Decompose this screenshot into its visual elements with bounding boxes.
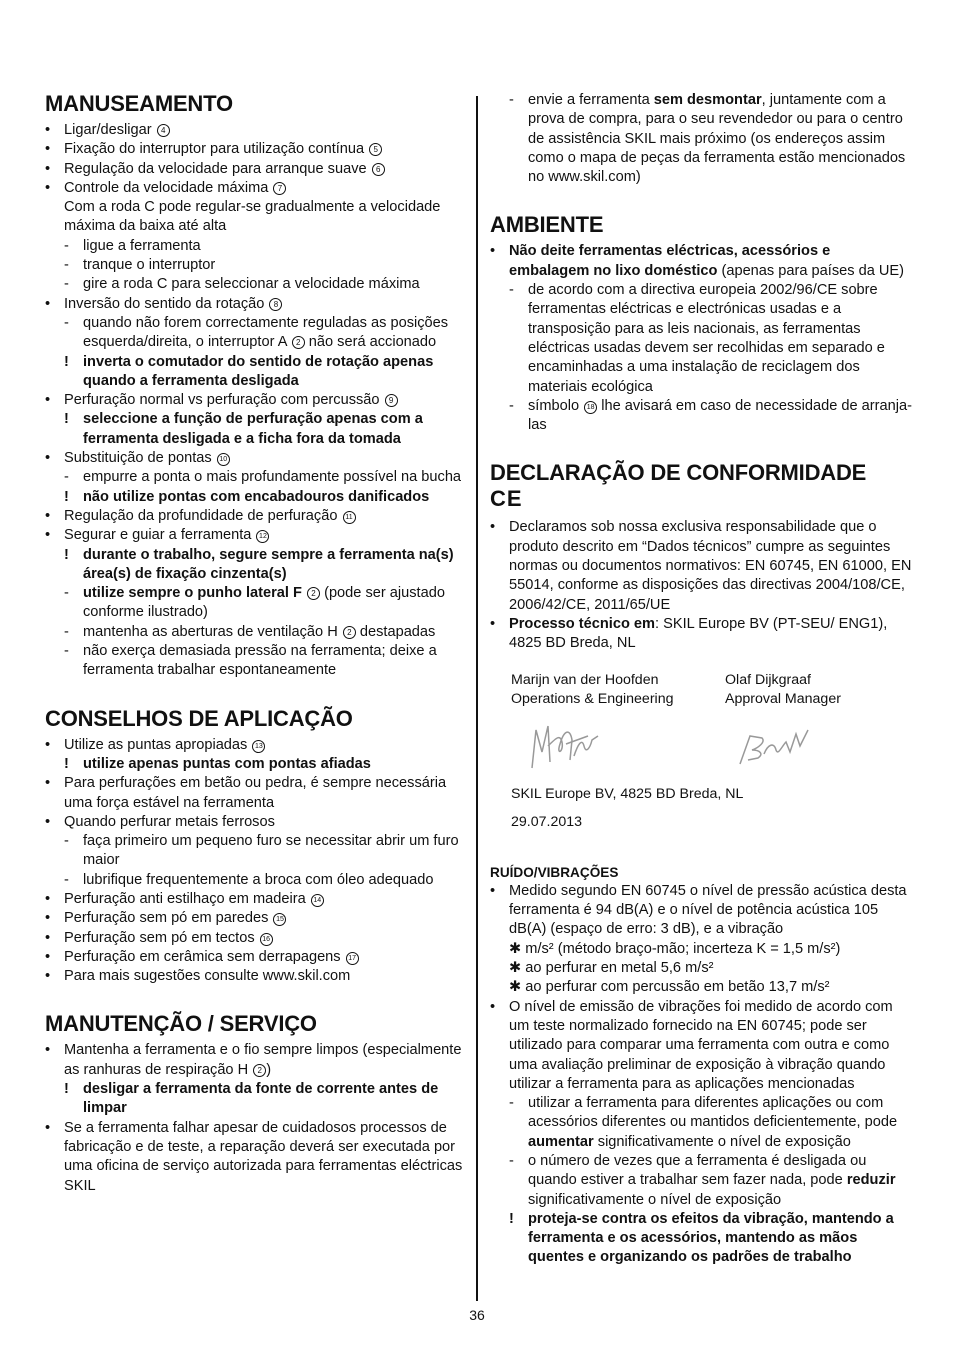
section-title: MANUTENÇÃO / SERVIÇO <box>45 1011 317 1037</box>
list-item: • Medido segundo EN 60745 o nível de pressão acústica desta ferramenta é 94 dB(A) e o nível de potência acústica 105 dB(A) (espaço de erro: 3 dB), e a vibração <box>490 882 907 938</box>
sub-item: - envie a ferramenta sem desmontar, juntamente com a prova de compra, para o seu revendedor ou para o centro de assistência SKIL mais próximo (os endereços assim como o mapa de peças da ferramenta estão mencionados no www.skil.com) <box>509 92 906 186</box>
section-manuseamento <box>45 91 465 681</box>
signature-2-image <box>736 724 812 768</box>
sub-item: - faça primeiro um pequeno furo se necessitar abrir um furo maior <box>64 833 459 869</box>
list-item: • Controle da velocidade máxima 7 <box>45 179 465 198</box>
warning-item: ! seleccione a função de perfuração apenas com a ferramenta desligada e a ficha fora da tomada <box>64 411 423 447</box>
section-ruido <box>490 863 914 1268</box>
sub-item: - símbolo 18 lhe avisará em caso de necessidade de arranja-las <box>509 397 912 434</box>
list-item: • Não deite ferramentas eléctricas, acessórios e embalagem no lixo doméstico (apenas para países da UE) <box>490 243 905 279</box>
signature-1-image <box>526 716 606 774</box>
section-title: DECLARAÇÃO DE CONFORMIDADE <box>490 460 867 486</box>
warning-item: ! desligar a ferramenta da fonte de corrente antes de limpar <box>64 1081 439 1117</box>
sub-item: - utilize sempre o punho lateral F 2 (pode ser ajustado conforme ilustrado) <box>64 585 445 621</box>
list-item: • Segurar e guiar a ferramenta 12 <box>45 526 465 545</box>
sub-item: - lubrifique frequentemente a broca com óleo adequado <box>64 871 434 888</box>
warning-item: ! utilize apenas puntas com pontas afiadas <box>64 755 371 772</box>
section-declaracao <box>490 460 914 856</box>
signatory-2: Olaf Dijkgraaf Approval Manager <box>725 671 841 707</box>
list-text: ✱ m/s² (método braço-mão; incerteza K = 1,5 m/s²) <box>509 940 841 957</box>
warning-item: ! inverta o comutador do sentido de rotação apenas quando a ferramenta desligada <box>64 353 434 389</box>
list-item: • Perfuração sem pó em paredes 15 <box>45 909 465 928</box>
list-item: • Mantenha a ferramenta e o fio sempre limpos (especialmente as ranhuras de respiração H 2 ) <box>45 1042 462 1078</box>
sub-item: - empurre a ponta o mais profundamente possível na bucha <box>64 469 462 486</box>
company-address: SKIL Europe BV, 4825 BD Breda, NL <box>511 785 744 802</box>
warning-item: ! não utilize pontas com encabadouros danificados <box>64 488 430 505</box>
sub-item: - quando não forem correctamente reguladas as posições esquerda/direita, o interruptor A 2 não será accionado <box>64 314 449 351</box>
declaration-date: 29.07.2013 <box>511 813 583 830</box>
list-item: • O nível de emissão de vibrações foi medido de acordo com um teste normalizado fornecido na EN 60745; pode ser utilizado para comparar uma ferramenta com outra e como uma avaliação preliminar de exposição à vibração quando utilizar a ferramenta para as aplicações mencionadas <box>490 998 893 1092</box>
sub-item: - mantenha as aberturas de ventilação H 2 destapadas <box>64 623 436 640</box>
page-number: 36 <box>469 1307 485 1323</box>
section-ambiente <box>490 212 914 435</box>
list-item: • Processo técnico em: SKIL Europe BV (PT-SEU/ ENG1), 4825 BD Breda, NL <box>490 615 888 652</box>
list-item: • Inversão do sentido da rotação 8 <box>45 295 465 314</box>
list-item: • Regulação da profundidade de perfuração 11 <box>45 507 465 526</box>
signatory-1: Marijn van der Hoofden Operations & Engineering <box>511 671 674 707</box>
section-conselhos <box>45 706 465 987</box>
section-title: AMBIENTE <box>490 212 604 238</box>
sub-item: - o número de vezes que a ferramenta é desligada ou quando estiver a trabalhar sem fazer nada, pode reduzir significativamente o nível de exposição <box>509 1152 896 1208</box>
sub-item: - gire a roda C para seleccionar a velocidade máxima <box>64 276 420 293</box>
left-column <box>45 91 465 1196</box>
signature-block <box>490 662 914 857</box>
right-column <box>490 91 914 1268</box>
sub-item: - utilizar a ferramenta para diferentes aplicações ou com acessórios diferentes ou mantidos deficientemente, pode aumentar significativamente o nível de exposição <box>509 1095 898 1150</box>
warning-item: ! durante o trabalho, segure sempre a ferramenta na(s) área(s) de fixação cinzenta(s) <box>64 546 454 582</box>
list-text: ✱ ao perfurar com percussão em betão 13,7 m/s² <box>509 979 830 996</box>
sub-item: - ligue a ferramenta <box>64 237 201 254</box>
list-item: • Perfuração anti estilhaço em madeira 14 <box>45 890 465 909</box>
section-manutencao <box>45 1011 465 1195</box>
sub-item: - tranque o interruptor <box>64 257 216 274</box>
sub-item: - de acordo com a directiva europeia 2002/96/CE sobre ferramentas eléctricas e electrónicas usadas e a transposição para as leis nacionais, as ferramentas eléctricas usadas devem ser recolhidas em separado e encaminhadas a uma instalação de reciclagem dos materiais ecológica <box>509 282 885 395</box>
sub-item: - não exerça demasiada pressão na ferramenta; deixe a ferramenta trabalhar espontaneamente <box>64 643 437 679</box>
list-item: • Se a ferramenta falhar apesar de cuidadosos processos de fabricação e de teste, a reparação deverá ser executada por uma oficina de serviço autorizada para ferramentas eléctricas SKIL <box>45 1119 463 1194</box>
list-item: • Substituição de pontas 10 <box>45 449 465 468</box>
list-item: • Quando perfurar metais ferrosos <box>45 813 275 830</box>
list-text: Com a roda C pode regular-se gradualmente a velocidade máxima da baixa até alta <box>64 199 441 235</box>
list-item: • Fixação do interruptor para utilização contínua 5 <box>45 140 465 159</box>
list-item: • Ligar/desligar 4 <box>45 121 465 140</box>
list-item: • Para perfurações em betão ou pedra, é sempre necessária uma força estável na ferramenta <box>45 775 447 811</box>
list-item: • Perfuração sem pó em tectos 16 <box>45 929 465 948</box>
ce-mark: CE <box>490 486 523 512</box>
section-title: RUÍDO/VIBRAÇÕES <box>490 864 619 880</box>
warning-item: ! proteja-se contra os efeitos da vibração, mantendo a ferramenta e os acessórios, mantendo as mãos quentes e organizando os padrões de trabalho <box>509 1210 894 1266</box>
list-item: • Utilize as puntas apropiadas 13 <box>45 736 465 755</box>
list-item: • Regulação da velocidade para arranque suave 6 <box>45 160 465 179</box>
list-item: • Perfuração em cerâmica sem derrapagens 17 <box>45 948 465 967</box>
list-item: • Para mais sugestões consulte www.skil.com <box>45 968 351 985</box>
section-title: CONSELHOS DE APLICAÇÃO <box>45 705 353 731</box>
list-item: • Declaramos sob nossa exclusiva responsabilidade que o produto descrito em “Dados técnicos” cumpre as seguintes normas ou documentos normativos: EN 60745, EN 61000, EN 55014, conforme as disposições das directivas 2004/108/CE, 2006/42/CE, 2011/65/UE <box>490 519 912 613</box>
column-divider <box>476 96 478 1301</box>
list-item: • Perfuração normal vs perfuração com percussão 9 <box>45 391 465 410</box>
list-text: ✱ ao perfurar en metal 5,6 m/s² <box>509 960 714 977</box>
section-title: MANUSEAMENTO <box>45 91 233 116</box>
